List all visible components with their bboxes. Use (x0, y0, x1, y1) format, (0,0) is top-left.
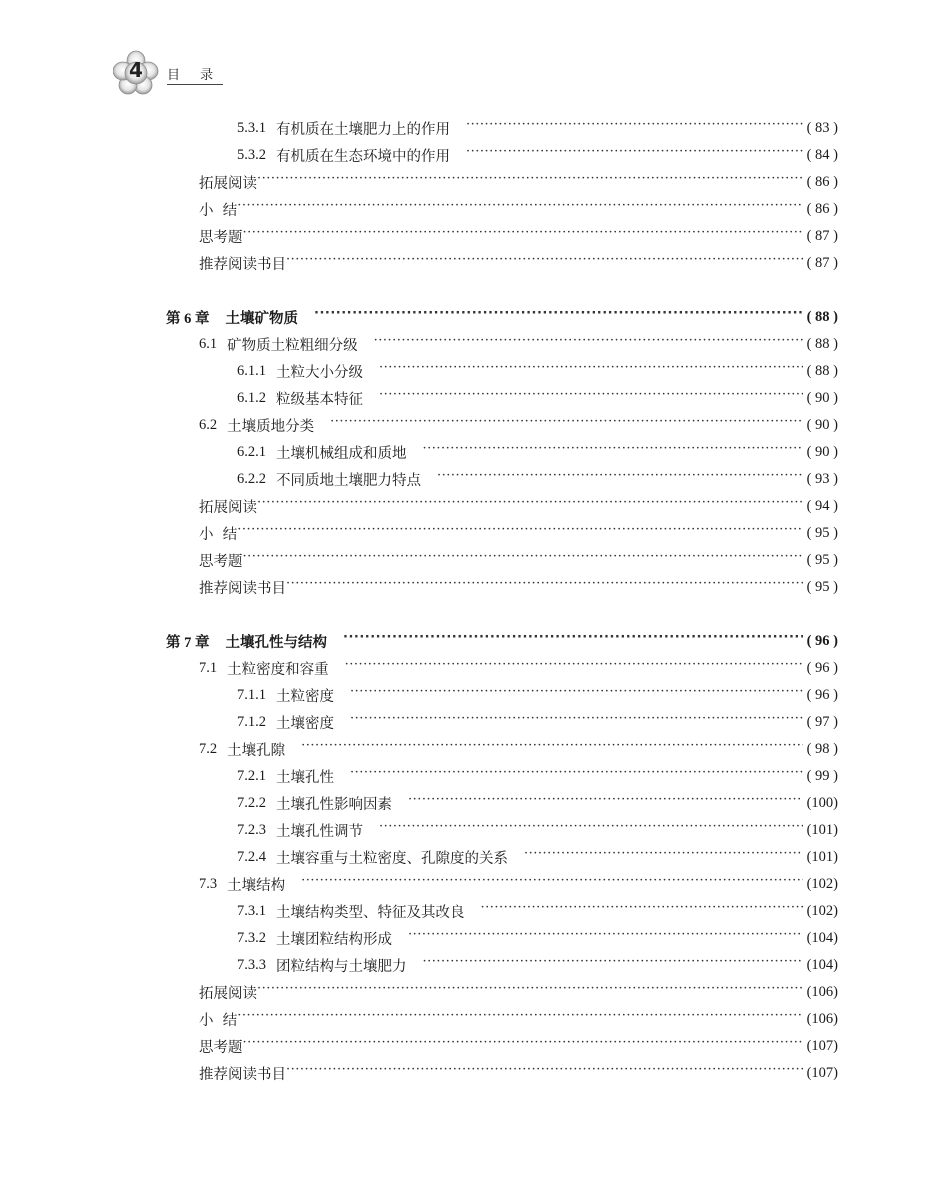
entry-title: 推荐阅读书目 (199, 1067, 286, 1083)
page-number: 4 (129, 58, 143, 82)
toc-entry (199, 871, 838, 898)
entry-title: 土壤团粒结构形成 (276, 932, 392, 948)
entry-title: 小 结 (199, 527, 238, 543)
entry-title: 矿物质土粒粗细分级 (227, 338, 358, 354)
entry-page-number: ( 88 ) (806, 363, 838, 379)
dot-leader (237, 202, 802, 218)
entry-page-number: (106) (806, 1011, 838, 1027)
entry-title: 思考题 (199, 230, 243, 246)
dot-leader (350, 769, 803, 785)
entry-title: 团粒结构与土壤肥力 (276, 959, 407, 975)
entry-title: 土壤容重与土粒密度、孔隙度的关系 (276, 851, 508, 867)
toc-entry (199, 412, 838, 439)
dot-leader (350, 688, 803, 704)
entry-page-number: ( 95 ) (806, 552, 838, 568)
dot-leader (437, 472, 803, 488)
dot-leader (423, 958, 803, 974)
entry-title: 土壤孔隙 (227, 743, 286, 759)
entry-page-number: ( 96 ) (806, 660, 838, 676)
entry-number: 7.1.1 (237, 687, 266, 703)
entry-number: 6.2.1 (237, 444, 266, 460)
entry-title: 土壤密度 (276, 716, 334, 732)
entry-number: 6.1.1 (237, 363, 266, 379)
dot-leader (301, 742, 802, 758)
entry-number: 6.2.2 (237, 471, 266, 487)
entry-number: 7.3.2 (237, 930, 266, 946)
entry-page-number: ( 94 ) (806, 498, 838, 514)
entry-page-number: ( 96 ) (806, 687, 838, 703)
dot-leader (524, 850, 803, 866)
entry-page-number: ( 90 ) (806, 390, 838, 406)
dot-leader (330, 418, 802, 434)
dot-leader (286, 580, 803, 596)
entry-title: 拓展阅读 (199, 500, 257, 516)
toc-entry (199, 493, 838, 520)
dot-leader (343, 634, 803, 650)
dot-leader (243, 229, 803, 245)
entry-title: 有机质在土壤肥力上的作用 (276, 122, 450, 138)
entry-page-number: (104) (806, 930, 838, 946)
entry-page-number: ( 87 ) (806, 255, 838, 271)
dot-leader (408, 796, 803, 812)
toc-entry (199, 331, 838, 358)
entry-page-number: ( 95 ) (806, 579, 838, 595)
entry-title: 土壤矿物质 (225, 311, 298, 327)
entry-title: 土壤孔性 (276, 770, 334, 786)
entry-page-number: ( 88 ) (806, 309, 838, 325)
toc-entry (199, 736, 838, 763)
entry-title: 思考题 (199, 1040, 243, 1056)
entry-page-number: ( 99 ) (806, 768, 838, 784)
entry-title: 土壤质地分类 (227, 419, 315, 435)
entry-title: 土粒密度 (276, 689, 334, 705)
toc-entry (199, 1060, 838, 1087)
entry-title: 思考题 (199, 554, 243, 570)
entry-page-number: (106) (806, 984, 838, 1000)
entry-number: 第 7 章 (166, 635, 210, 651)
entry-title: 小 结 (199, 1013, 238, 1029)
dot-leader (466, 148, 803, 164)
toc-entry (237, 466, 838, 493)
toc-entry (237, 682, 838, 709)
entry-page-number: (107) (806, 1038, 838, 1054)
dot-leader (286, 1066, 803, 1082)
entry-number: 7.2.3 (237, 822, 266, 838)
toc-entry (237, 763, 838, 790)
dot-leader (286, 256, 803, 272)
entry-number: 7.3.1 (237, 903, 266, 919)
entry-title: 不同质地土壤肥力特点 (276, 473, 421, 489)
entry-page-number: (102) (806, 903, 838, 919)
dot-leader (345, 661, 803, 677)
dot-leader (243, 553, 803, 569)
toc-entry (237, 952, 838, 979)
entry-number: 7.1 (199, 660, 218, 676)
dot-leader (314, 310, 803, 326)
entry-page-number: ( 90 ) (806, 417, 838, 433)
toc-entry (237, 790, 838, 817)
dot-leader (408, 931, 803, 947)
entry-title: 土壤孔性影响因素 (276, 797, 392, 813)
entry-number: 第 6 章 (166, 311, 210, 327)
dot-leader (257, 175, 803, 191)
entry-number: 7.3 (199, 876, 218, 892)
dot-leader (350, 715, 803, 731)
entry-page-number: ( 88 ) (806, 336, 838, 352)
entry-number: 6.1.2 (237, 390, 266, 406)
toc-entry (237, 817, 838, 844)
dot-leader (257, 499, 803, 515)
entry-page-number: ( 87 ) (806, 228, 838, 244)
dot-leader (379, 823, 803, 839)
entry-page-number: (107) (806, 1065, 838, 1081)
toc-entry (237, 925, 838, 952)
entry-title: 粒级基本特征 (276, 392, 363, 408)
entry-page-number: ( 83 ) (806, 120, 838, 136)
toc-entry (199, 520, 838, 547)
entry-number: 7.2.2 (237, 795, 266, 811)
entry-number: 5.3.1 (237, 120, 266, 136)
toc-entry (199, 547, 838, 574)
entry-page-number: ( 95 ) (806, 525, 838, 541)
entry-title: 土壤孔性与结构 (225, 635, 327, 651)
entry-number: 7.1.2 (237, 714, 266, 730)
chapter-entry (166, 628, 838, 655)
toc-entry (237, 709, 838, 736)
entry-number: 7.2 (199, 741, 218, 757)
entry-number: 6.1 (199, 336, 218, 352)
entry-title: 有机质在生态环境中的作用 (276, 149, 450, 165)
chapter-entry (166, 304, 838, 331)
dot-leader (481, 904, 803, 920)
entry-page-number: ( 84 ) (806, 147, 838, 163)
toc-entry (199, 1033, 838, 1060)
toc-entry (237, 385, 838, 412)
entry-page-number: (100) (806, 795, 838, 811)
toc-entry (199, 196, 838, 223)
entry-title: 土壤结构类型、特征及其改良 (276, 905, 465, 921)
entry-number: 5.3.2 (237, 147, 266, 163)
toc-entry (237, 142, 838, 169)
header-title: 目 录 (167, 64, 223, 85)
toc-entry (199, 250, 838, 277)
entry-number: 7.2.4 (237, 849, 266, 865)
entry-number: 7.3.3 (237, 957, 266, 973)
dot-leader (237, 526, 802, 542)
entry-page-number: (101) (806, 849, 838, 865)
entry-number: 7.2.1 (237, 768, 266, 784)
entry-title: 拓展阅读 (199, 176, 257, 192)
dot-leader (237, 1012, 802, 1028)
entry-page-number: ( 86 ) (806, 174, 838, 190)
toc-entry (199, 979, 838, 1006)
toc-entry (199, 223, 838, 250)
entry-title: 推荐阅读书目 (199, 581, 286, 597)
dot-leader (374, 337, 803, 353)
entry-page-number: ( 90 ) (806, 444, 838, 460)
entry-page-number: ( 97 ) (806, 714, 838, 730)
dot-leader (423, 445, 803, 461)
entry-page-number: ( 96 ) (806, 633, 838, 649)
toc-entry (237, 844, 838, 871)
toc-entry (199, 1006, 838, 1033)
entry-title: 土壤孔性调节 (276, 824, 363, 840)
toc-entry (237, 439, 838, 466)
entry-title: 土壤结构 (227, 878, 286, 894)
entry-page-number: (102) (806, 876, 838, 892)
toc-entry (199, 574, 838, 601)
toc-entry (237, 115, 838, 142)
entry-title: 土粒密度和容重 (227, 662, 329, 678)
entry-page-number: ( 86 ) (806, 201, 838, 217)
dot-leader (243, 1039, 803, 1055)
entry-title: 小 结 (199, 203, 238, 219)
toc-entry (237, 358, 838, 385)
entry-page-number: ( 93 ) (806, 471, 838, 487)
entry-page-number: (104) (806, 957, 838, 973)
dot-leader (379, 364, 803, 380)
entry-title: 土壤机械组成和质地 (276, 446, 407, 462)
dot-leader (301, 877, 802, 893)
toc-entry (237, 898, 838, 925)
toc-entry (199, 655, 838, 682)
dot-leader (379, 391, 803, 407)
entry-title: 土粒大小分级 (276, 365, 363, 381)
dot-leader (466, 121, 803, 137)
entry-title: 推荐阅读书目 (199, 257, 286, 273)
page-header (113, 50, 413, 96)
entry-page-number: (101) (806, 822, 838, 838)
entry-page-number: ( 98 ) (806, 741, 838, 757)
entry-number: 6.2 (199, 417, 218, 433)
dot-leader (257, 985, 803, 1001)
entry-title: 拓展阅读 (199, 986, 257, 1002)
toc-entry (199, 169, 838, 196)
